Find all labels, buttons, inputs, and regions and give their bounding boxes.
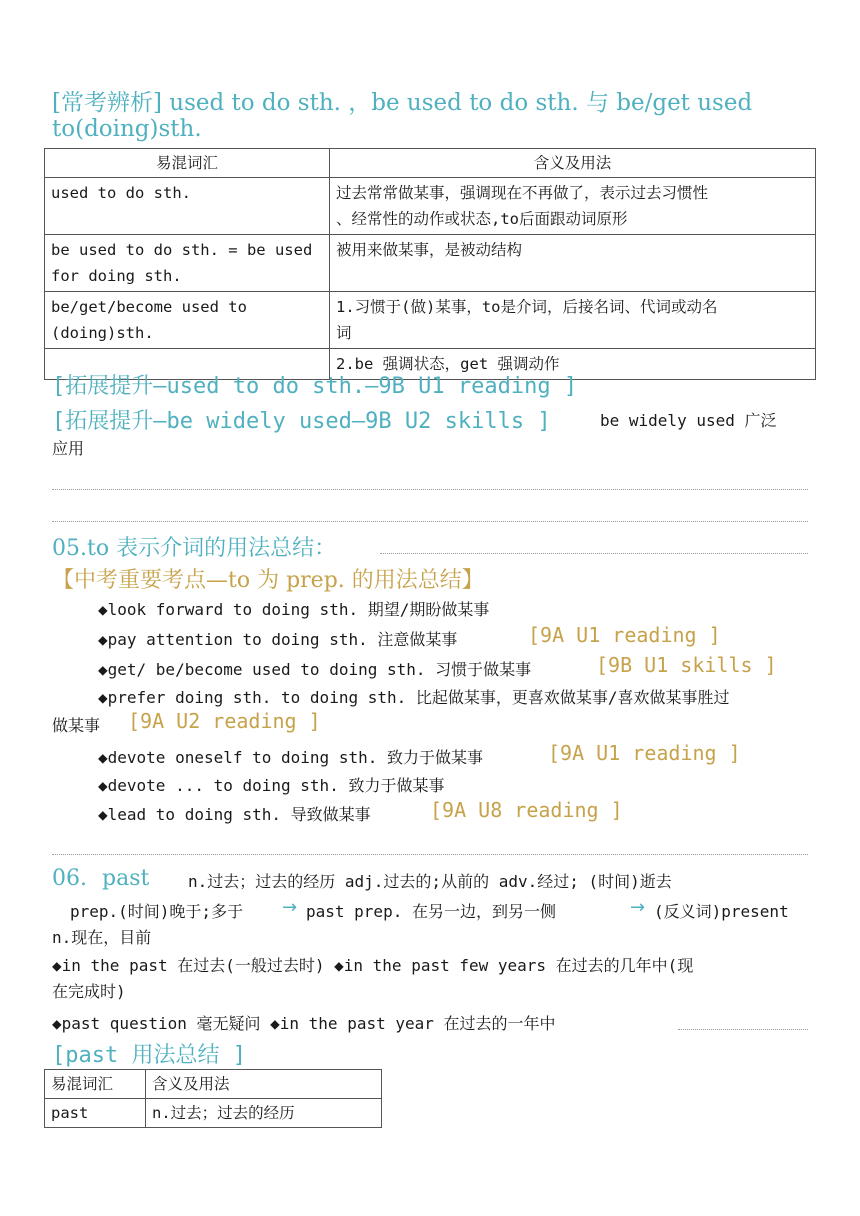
- extension-heading-2: [拓展提升—be widely used—9B U2 skills ]: [52, 409, 551, 434]
- usage-item: ◆devote ... to doing sth. 致力于做某事: [98, 776, 445, 795]
- table-cell-text: 、经常性的动作或状态,to后面跟动词原形: [336, 210, 628, 228]
- table-cell-text: used to do sth.: [51, 184, 191, 202]
- definition-line: n.过去；过去的经历 adj.过去的;从前的 adv.经过; (时间)逝去: [188, 872, 672, 891]
- table-cell-text: for doing sth.: [51, 267, 182, 285]
- section-05-subtitle: 【中考重要考点—to 为 prep. 的用法总结】: [52, 568, 484, 593]
- table-row: [45, 292, 816, 349]
- dotted-divider: [52, 489, 808, 490]
- table-header-cell: 易混词汇: [45, 1070, 146, 1099]
- usage-item-cont: 做某事: [52, 716, 101, 735]
- table-cell-text: 被用来做某事，是被动结构: [336, 241, 523, 259]
- unit-reference: [9B U1 skills ]: [596, 653, 777, 677]
- summary-title: [past 用法总结 ]: [52, 1043, 246, 1068]
- unit-reference: [9A U2 reading ]: [128, 709, 321, 733]
- table-cell: [330, 292, 816, 349]
- usage-item: ◆look forward to doing sth. 期望/期盼做某事: [98, 600, 490, 619]
- table-cell-text: 1.习惯于(做)某事，to是介词，后接名词、代词或动名: [336, 298, 718, 316]
- table-cell-text: 词: [336, 324, 352, 342]
- section-title-line1: [常考辨析] used to do sth. ，be used to do sth. 与 be/get used: [52, 90, 753, 116]
- dotted-divider: [52, 854, 808, 855]
- section-05-title: 05.to 表示介词的用法总结：: [52, 536, 337, 561]
- phrase-line: ◆in the past 在过去(一般过去时) ◆in the past few years 在过去的几年中(现: [52, 956, 694, 975]
- usage-item: ◆devote oneself to doing sth. 致力于做某事: [98, 748, 483, 767]
- table-header-row: [45, 149, 816, 178]
- table-cell: 2.be 强调状态，get 强调动作: [330, 349, 816, 380]
- usage-table: [44, 148, 816, 380]
- extension-note-cont: 应用: [52, 439, 85, 458]
- definition-line: (反义词)present: [654, 902, 789, 921]
- unit-reference: [9A U1 reading ]: [528, 623, 721, 647]
- table-cell: past: [45, 1099, 146, 1128]
- table-cell: [45, 235, 330, 292]
- past-usage-table: [44, 1069, 382, 1128]
- table-cell: n.过去；过去的经历: [146, 1099, 382, 1128]
- table-cell-text: 过去常常做某事，强调现在不再做了，表示过去习惯性: [336, 184, 709, 202]
- table-cell: [45, 292, 330, 349]
- section-06-number: 06.: [52, 866, 87, 891]
- usage-item: ◆get/ be/become used to doing sth. 习惯于做某事: [98, 660, 532, 679]
- extension-heading-1: [拓展提升—used to do sth.—9B U1 reading ]: [52, 374, 578, 399]
- unit-reference: [9A U8 reading ]: [430, 798, 623, 822]
- extension-note: be widely used 广泛: [600, 411, 777, 430]
- table-row: [45, 178, 816, 235]
- dotted-divider: [52, 521, 808, 522]
- phrase-line: ◆past question 毫无疑问 ◆in the past year 在过去的一年中: [52, 1014, 556, 1033]
- usage-item: ◆pay attention to doing sth. 注意做某事: [98, 630, 458, 649]
- table-cell: [330, 235, 816, 292]
- table-cell-text: (doing)sth.: [51, 324, 154, 342]
- section-title-line2: to(doing)sth.: [52, 116, 202, 142]
- definition-line: prep.(时间)晚于;多于: [70, 902, 244, 921]
- phrase-line: 在完成时): [52, 982, 126, 1001]
- table-header-row: [45, 1070, 382, 1099]
- dotted-divider: [678, 1029, 808, 1030]
- table-cell: [45, 178, 330, 235]
- usage-item: ◆lead to doing sth. 导致做某事: [98, 805, 371, 824]
- table-header-cell: 含义及用法: [330, 149, 816, 178]
- definition-line: n.现在，目前: [52, 928, 152, 947]
- table-cell: [330, 178, 816, 235]
- table-cell-text: be used to do sth. = be used: [51, 241, 313, 259]
- unit-reference: [9A U1 reading ]: [548, 741, 741, 765]
- definition-line: past prep. 在另一边，到另一侧: [306, 902, 556, 921]
- table-cell-text: be/get/become used to: [51, 298, 247, 316]
- arrow-icon: →: [282, 897, 298, 918]
- arrow-icon: →: [630, 897, 646, 918]
- dotted-divider: [380, 553, 808, 554]
- table-row: [45, 235, 816, 292]
- usage-item: ◆prefer doing sth. to doing sth. 比起做某事，更喜欢做某事/喜欢做某事胜过: [98, 688, 730, 707]
- table-row: [45, 1099, 382, 1128]
- table-header-cell: 易混词汇: [45, 149, 330, 178]
- table-header-cell: 含义及用法: [146, 1070, 382, 1099]
- section-06-word: past: [102, 866, 150, 891]
